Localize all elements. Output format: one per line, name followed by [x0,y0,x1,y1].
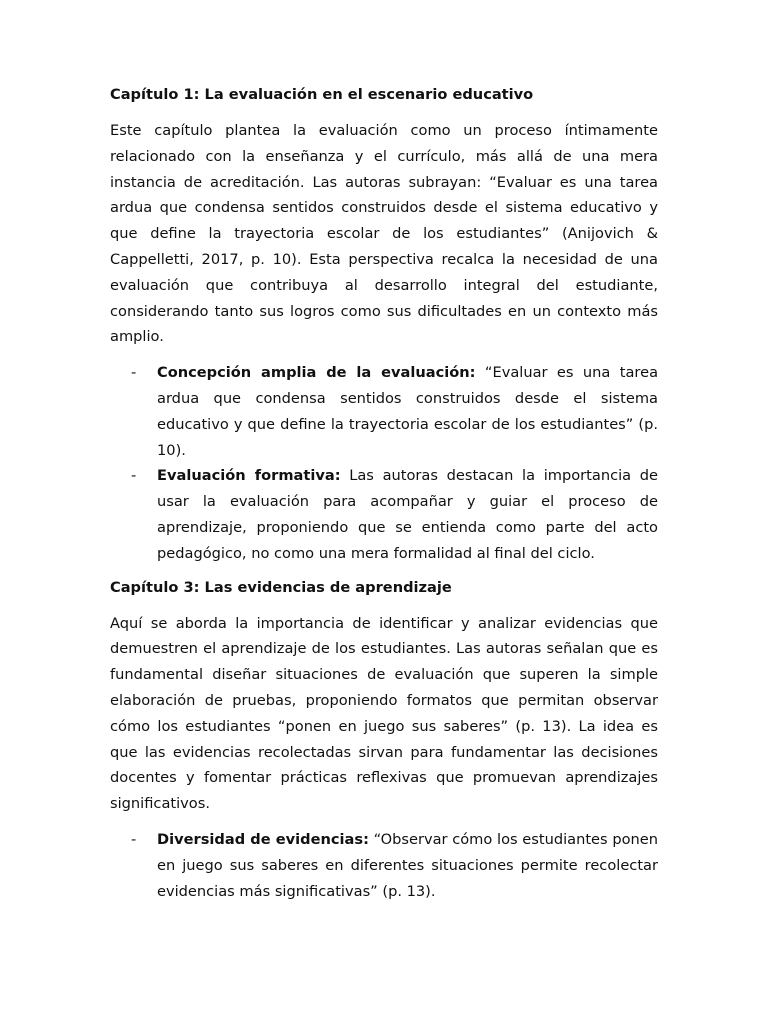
bullet-term: Concepción amplia de la evaluación: [157,364,476,382]
bullet-dash: - [131,467,137,485]
chapter-3-heading: Capítulo 3: Las evidencias de aprendizaje [110,578,452,596]
bullet-term: Evaluación formativa: [157,467,341,485]
bullet-term: Diversidad de evidencias: [157,830,369,848]
chapter-3-bullet-list [110,827,658,904]
chapter-1-bullet-list [110,360,658,566]
chapter-3-paragraph: Aquí se aborda la importancia de identificar y analizar evidencias que demuestren el aprendizaje de los estudiantes. Las autoras señalan que es fundamental diseñar situaciones de evaluación que superen la simple elaboración de pruebas, proponiendo formatos que permitan observar cómo los estudiantes “ponen en juego sus saberes” (p. 13). La idea es que las evidencias recolectadas sirvan para fundamentar las decisiones docentes y fomentar prácticas reflexivas que promuevan aprendizajes significativos. [110,614,658,813]
chapter-1-paragraph: Este capítulo plantea la evaluación como un proceso íntimamente relacionado con la enseñanza y el currículo, más allá de una mera instancia de acreditación. Las autoras subrayan: “Evaluar es una tarea ardua que condensa sentidos construidos desde el sistema educativo y que define la trayectoria escolar de los estudiantes” (Anijovich & Cappelletti, 2017, p. 10). Esta perspectiva recalca la necesidad de una evaluación que contribuya al desarrollo integral del estudiante, considerando tanto sus logros como sus dificultades en un contexto más amplio. [110,122,658,346]
chapter-1-heading: Capítulo 1: La evaluación en el escenario educativo [110,86,534,103]
bullet-dash: - [131,364,137,382]
list-item [110,827,658,904]
bullet-text: “Observar cómo los estudiantes ponen en juego sus saberes en diferentes situaciones permite recolectar evidencias más significativas” (p. 13). [157,830,658,900]
bullet-dash: - [131,830,137,848]
bullet-text: “Evaluar es una tarea ardua que condensa sentidos construidos desde el sistema educativo y que define la trayectoria escolar de los estudiantes” (p. 10). [157,364,659,459]
list-item [110,463,658,566]
bullet-text: Las autoras destacan la importancia de usar la evaluación para acompañar y guiar el proceso de aprendizaje, proponiendo que se entienda como parte del acto pedagógico, no como una mera formalidad al final del ciclo. [157,467,659,562]
list-item [110,360,658,463]
